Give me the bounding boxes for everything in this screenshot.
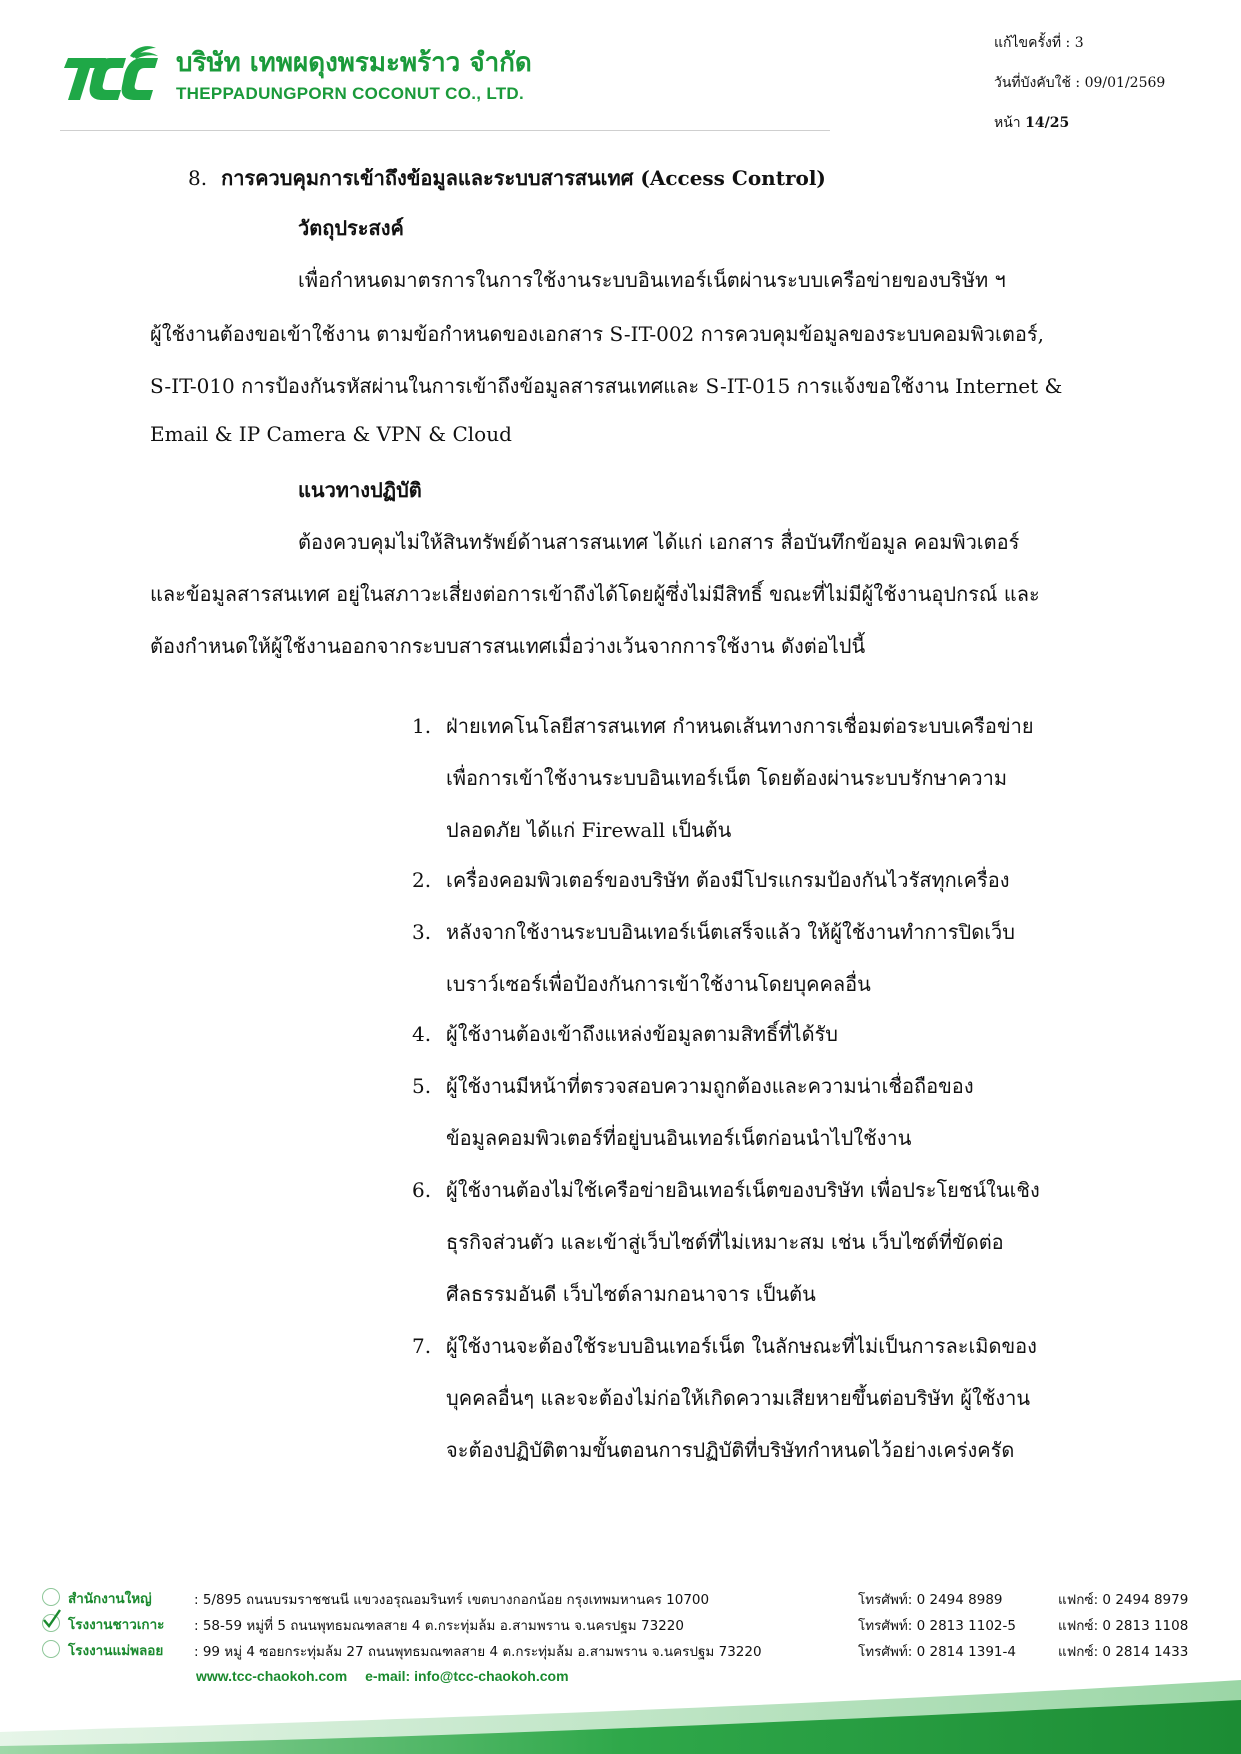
objective-line: ผู้ใช้งานต้องขอเข้าใช้งาน ตามข้อกำหนดของเอกสาร S-IT-002 การควบคุมข้อมูลของระบบคอมพิวเตอร์, — [150, 322, 1044, 346]
list-item-text: ผู้ใช้งานต้องไม่ใช้เครือข่ายอินเทอร์เน็ตของบริษัท เพื่อประโยชน์ในเชิง — [446, 1178, 1040, 1202]
list-item-text: เครื่องคอมพิวเตอร์ของบริษัท ต้องมีโปรแกรมป้องกันไวรัสทุกเครื่อง — [446, 868, 1010, 892]
objective-line: Email & IP Camera & VPN & Cloud — [150, 422, 512, 446]
location-address: : 99 หมู่ 4 ซอยกระทุ่มล้ม 27 ถนนพุทธมณฑลสาย 4 ต.กระทุ่มล้ม อ.สามพราน จ.นครปฐม 73220 — [194, 1644, 762, 1660]
practice-line: ต้องกำหนดให้ผู้ใช้งานออกจากระบบสารสนเทศเมื่อว่างเว้นจากการใช้งาน ดังต่อไปนี้ — [150, 634, 866, 658]
email-link[interactable]: e-mail: info@tcc-chaokoh.com — [365, 1668, 569, 1684]
list-item-text: ฝ่ายเทคโนโลยีสารสนเทศ กำหนดเส้นทางการเชื่อมต่อระบบเครือข่าย — [446, 714, 1034, 738]
location-phone: โทรศัพท์: 0 2813 1102-5 — [858, 1618, 1016, 1634]
list-item-number: 3. — [412, 920, 432, 944]
list-item — [412, 864, 1010, 896]
list-item-number: 4. — [412, 1022, 432, 1046]
company-name-thai: บริษัท เทพผดุงพรมะพร้าว จำกัด — [176, 48, 532, 78]
effective-date-value: 09/01/2569 — [1084, 75, 1166, 91]
location-phone: โทรศัพท์: 0 2494 8989 — [858, 1592, 1003, 1608]
practice-line: ต้องควบคุมไม่ให้สินทรัพย์ด้านสารสนเทศ ได้แก่ เอกสาร สื่อบันทึกข้อมูล คอมพิวเตอร์ — [298, 530, 1020, 554]
list-item — [412, 1070, 974, 1102]
list-item-continuation: ปลอดภัย ได้แก่ Firewall เป็นต้น — [446, 818, 732, 842]
footer-wave-decoration — [0, 1660, 1241, 1754]
location-unchecked-icon — [42, 1588, 60, 1606]
location-fax: แฟกซ์: 0 2814 1433 — [1058, 1644, 1189, 1660]
list-item-text: ผู้ใช้งานต้องเข้าถึงแหล่งข้อมูลตามสิทธิ์ที่ได้รับ — [446, 1022, 838, 1046]
list-item-number: 6. — [412, 1178, 432, 1202]
page-label: หน้า — [994, 115, 1021, 131]
list-item — [412, 1018, 838, 1050]
revision-value: 3 — [1074, 35, 1084, 51]
practice-line: และข้อมูลสารสนเทศ อยู่ในสภาวะเสี่ยงต่อการเข้าถึงได้โดยผู้ซึ่งไม่มีสิทธิ์ ขณะที่ไม่มีผู้ใช้งานอุปกรณ์ และ — [150, 582, 1040, 606]
list-item-continuation: ข้อมูลคอมพิวเตอร์ที่อยู่บนอินเทอร์เน็ตก่อนนำไปใช้งาน — [446, 1126, 912, 1150]
location-unchecked-icon — [42, 1640, 60, 1658]
section-number: 8. — [188, 166, 208, 190]
list-item-number: 1. — [412, 714, 432, 738]
location-address: : 58-59 หมู่ที่ 5 ถนนพุทธมณฑลสาย 4 ต.กระทุ่มล้ม อ.สามพราน จ.นครปฐม 73220 — [194, 1618, 684, 1634]
location-phone: โทรศัพท์: 0 2814 1391-4 — [858, 1644, 1016, 1660]
tcc-logo — [60, 44, 160, 102]
location-address: : 5/895 ถนนบรมราชชนนี แขวงอรุณอมรินทร์ เขตบางกอกน้อย กรุงเทพมหานคร 10700 — [194, 1592, 710, 1608]
website-link[interactable]: www.tcc-chaokoh.com — [196, 1668, 348, 1684]
list-item-number: 2. — [412, 868, 432, 892]
location-fax: แฟกซ์: 0 2494 8979 — [1058, 1592, 1189, 1608]
list-item-text: หลังจากใช้งานระบบอินเทอร์เน็ตเสร็จแล้ว ให้ผู้ใช้งานทำการปิดเว็บ — [446, 920, 1015, 944]
list-item-number: 5. — [412, 1074, 432, 1098]
list-item — [412, 1174, 1040, 1206]
objective-line: เพื่อกำหนดมาตรการในการใช้งานระบบอินเทอร์เน็ตผ่านระบบเครือข่ายของบริษัท ฯ — [298, 268, 1006, 292]
location-name: โรงงานชาวเกาะ — [68, 1617, 165, 1633]
effective-date-label: วันที่บังคับใช้ : — [994, 75, 1081, 91]
list-item-continuation: ศีลธรรมอันดี เว็บไซต์ลามกอนาจาร เป็นต้น — [446, 1282, 816, 1306]
checkmark-icon — [40, 1608, 62, 1630]
list-item-text: ผู้ใช้งานจะต้องใช้ระบบอินเทอร์เน็ต ในลักษณะที่ไม่เป็นการละเมิดของ — [446, 1334, 1037, 1358]
list-item-continuation: บุคคลอื่นๆ และจะต้องไม่ก่อให้เกิดความเสียหายขึ้นต่อบริษัท ผู้ใช้งาน — [446, 1386, 1031, 1410]
list-item-continuation: เพื่อการเข้าใช้งานระบบอินเทอร์เน็ต โดยต้องผ่านระบบรักษาความ — [446, 766, 1008, 790]
practice-heading: แนวทางปฏิบัติ — [298, 478, 422, 502]
effective-date-info — [994, 72, 1165, 94]
section-title-text: การควบคุมการเข้าถึงข้อมูลและระบบสารสนเทศ (Access Control) — [221, 166, 826, 190]
list-item — [412, 916, 1015, 948]
revision-info — [994, 32, 1084, 54]
header-divider — [60, 130, 830, 131]
list-item-continuation: ธุรกิจส่วนตัว และเข้าสู่เว็บไซต์ที่ไม่เหมาะสม เช่น เว็บไซต์ที่ขัดต่อ — [446, 1230, 1004, 1254]
page-info — [994, 112, 1069, 134]
location-name: สำนักงานใหญ่ — [68, 1591, 152, 1607]
location-name: โรงงานแม่พลอย — [68, 1643, 164, 1659]
list-item-text: ผู้ใช้งานมีหน้าที่ตรวจสอบความถูกต้องและความน่าเชื่อถือของ — [446, 1074, 974, 1098]
list-item-continuation: เบราว์เซอร์เพื่อป้องกันการเข้าใช้งานโดยบุคคลอื่น — [446, 972, 871, 996]
page-number: 14/25 — [1025, 115, 1070, 131]
company-name-english: THEPPADUNGPORN COCONUT CO., LTD. — [176, 84, 525, 103]
list-item-continuation: จะต้องปฏิบัติตามขั้นตอนการปฏิบัติที่บริษัทกำหนดไว้อย่างเคร่งครัด — [446, 1438, 1015, 1462]
list-item — [412, 1330, 1037, 1362]
list-item-number: 7. — [412, 1334, 432, 1358]
section-title — [188, 162, 826, 194]
list-item — [412, 710, 1034, 742]
revision-label: แก้ไขครั้งที่ : — [994, 35, 1071, 51]
location-fax: แฟกซ์: 0 2813 1108 — [1058, 1618, 1189, 1634]
objective-line: S-IT-010 การป้องกันรหัสผ่านในการเข้าถึงข้อมูลสารสนเทศและ S-IT-015 การแจ้งขอใช้งาน Internet & — [150, 374, 1063, 398]
objective-heading: วัตถุประสงค์ — [298, 216, 404, 240]
